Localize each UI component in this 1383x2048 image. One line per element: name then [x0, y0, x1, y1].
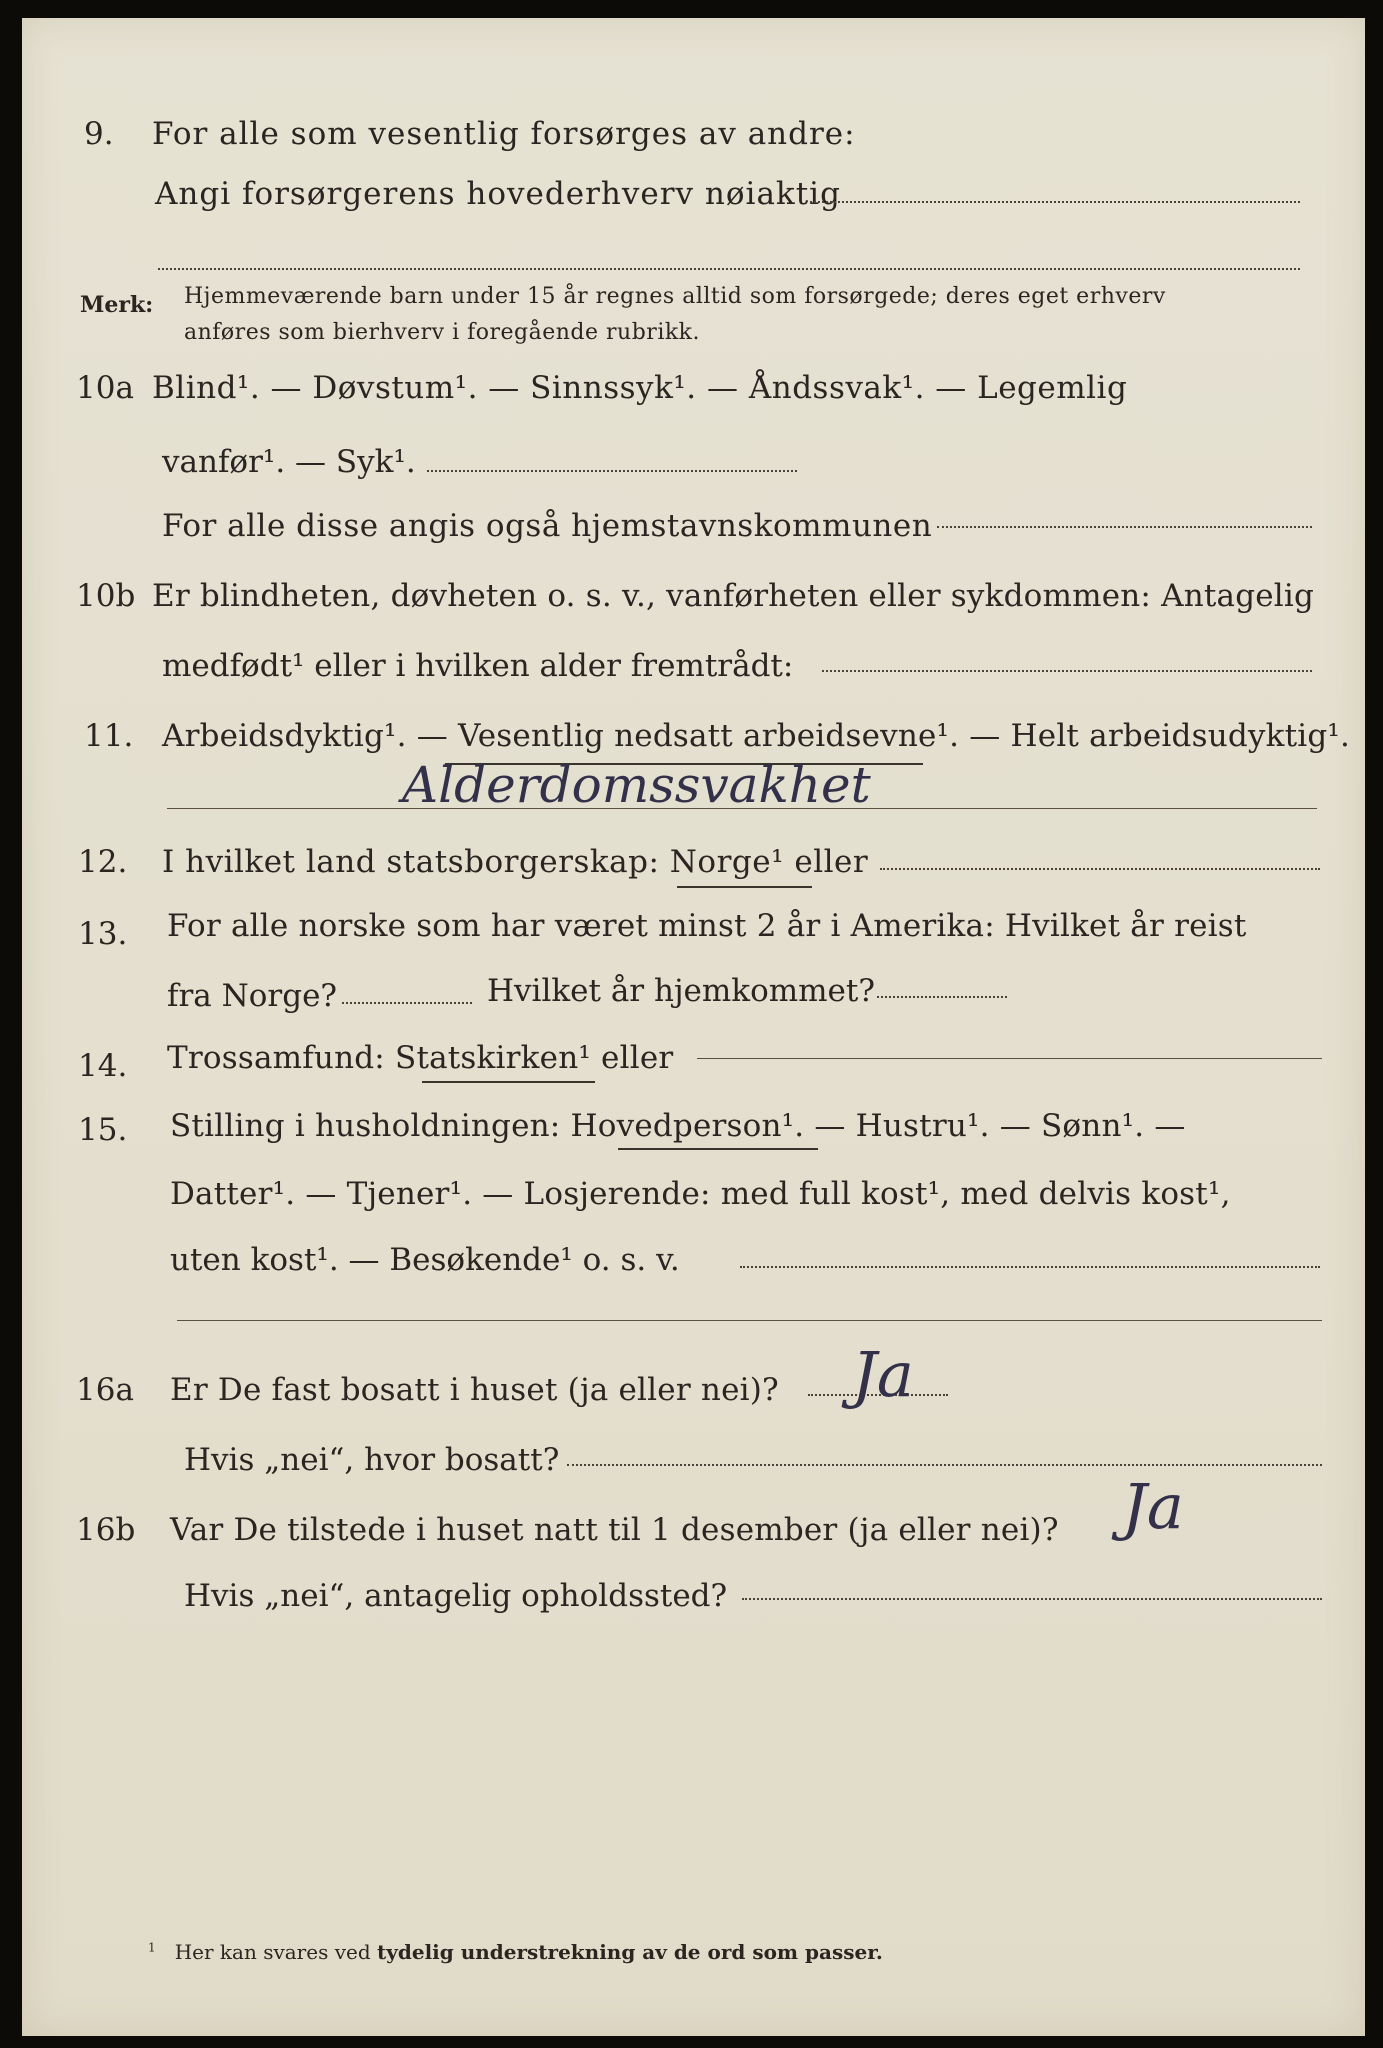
- q10b-number: 10b: [76, 578, 136, 614]
- q9-number: 9.: [84, 116, 114, 152]
- q16b-line1: Var De tilstede i huset natt til 1 desember (ja eller nei)?: [170, 1512, 1059, 1548]
- q15-underline-hovedperson: [618, 1148, 818, 1150]
- q10a-line1: Blind¹. — Døvstum¹. — Sinnssyk¹. — Åndssvak¹. — Legemlig: [152, 370, 1128, 406]
- q14-number: 14.: [78, 1048, 128, 1084]
- q16a-number: 16a: [76, 1372, 134, 1408]
- q14-answer-line: [697, 1058, 1322, 1059]
- q13-hjemkommet-dotline: [877, 996, 1007, 998]
- q15-answer-line: [177, 1320, 1322, 1321]
- footnote-text-plain: Her kan svares ved: [174, 1940, 371, 1964]
- q16b-line2: Hvis „nei“, antagelig opholdssted?: [184, 1578, 728, 1614]
- q11-handwritten-answer: Alderdomssvakhet: [402, 756, 871, 814]
- q9-answer-dotline: [810, 201, 1300, 203]
- q15-dotline: [740, 1266, 1320, 1268]
- q12-line1: I hvilket land statsborgerskap: Norge¹ eller: [162, 844, 869, 880]
- q13-line2b: Hvilket år hjemkommet?: [487, 973, 875, 1009]
- q14-underline-statskirken: [422, 1081, 595, 1083]
- q10a-line3: For alle disse angis også hjemstavnskommunen: [162, 508, 933, 544]
- q15-line1: Stilling i husholdningen: Hovedperson¹. — Hustru¹. — Sønn¹. —: [170, 1108, 1186, 1144]
- q12-number: 12.: [78, 844, 128, 880]
- footnote-mark: 1: [148, 1940, 156, 1955]
- q16a-line2: Hvis „nei“, hvor bosatt?: [184, 1442, 560, 1478]
- q9-line2: Angi forsørgerens hovederhverv nøiaktig: [155, 176, 841, 212]
- q13-line2a: fra Norge?: [167, 978, 338, 1014]
- q14-line1: Trossamfund: Statskirken¹ eller: [167, 1040, 674, 1076]
- q10a-number: 10a: [76, 370, 134, 406]
- q16b-dotline: [742, 1598, 1322, 1600]
- q10a-syk-dotline: [427, 470, 797, 472]
- census-form-page: [22, 18, 1365, 2036]
- q16a-handwritten-answer: Ja: [852, 1338, 914, 1411]
- q9-line1: For alle som vesentlig forsørges av andre:: [152, 116, 856, 152]
- q12-underline-norge: [677, 886, 812, 888]
- q10a-kommune-dotline: [937, 526, 1312, 528]
- q13-line1: For alle norske som har været minst 2 år i Amerika: Hvilket år reist: [167, 908, 1247, 944]
- q10b-line1: Er blindheten, døvheten o. s. v., vanførheten eller sykdommen: Antagelig: [152, 578, 1315, 614]
- q10a-line2: vanfør¹. — Syk¹.: [162, 444, 416, 480]
- merk-label: Merk:: [80, 292, 154, 318]
- q13-number: 13.: [78, 916, 128, 952]
- q12-dotline: [880, 868, 1320, 870]
- footnote-text-bold: tydelig understrekning av de ord som passer.: [377, 1940, 883, 1964]
- q11-line1: Arbeidsdyktig¹. — Vesentlig nedsatt arbeidsevne¹. — Helt arbeidsudyktig¹.: [162, 718, 1351, 754]
- q16a-bosatt-dotline: [567, 1464, 1322, 1466]
- q13-reist-dotline: [342, 1002, 472, 1004]
- q15-line3: uten kost¹. — Besøkende¹ o. s. v.: [170, 1242, 680, 1278]
- q11-answer-line: [167, 808, 1317, 809]
- q16b-number: 16b: [76, 1512, 136, 1548]
- q9-answer-dotline-2: [158, 268, 1300, 270]
- q16a-line1: Er De fast bosatt i huset (ja eller nei)?: [170, 1372, 779, 1408]
- merk-line1: Hjemmeværende barn under 15 år regnes alltid som forsørgede; deres eget erhverv: [184, 284, 1166, 309]
- q11-number: 11.: [84, 718, 134, 754]
- q15-line2: Datter¹. — Tjener¹. — Losjerende: med full kost¹, med delvis kost¹,: [170, 1176, 1231, 1212]
- q16b-handwritten-answer: Ja: [1122, 1470, 1184, 1543]
- q10b-dotline: [822, 670, 1312, 672]
- merk-line2: anføres som bierhverv i foregående rubrikk.: [184, 320, 701, 345]
- q15-number: 15.: [78, 1112, 128, 1148]
- footnote: [148, 1940, 883, 1964]
- q10b-line2: medfødt¹ eller i hvilken alder fremtrådt:: [162, 648, 794, 684]
